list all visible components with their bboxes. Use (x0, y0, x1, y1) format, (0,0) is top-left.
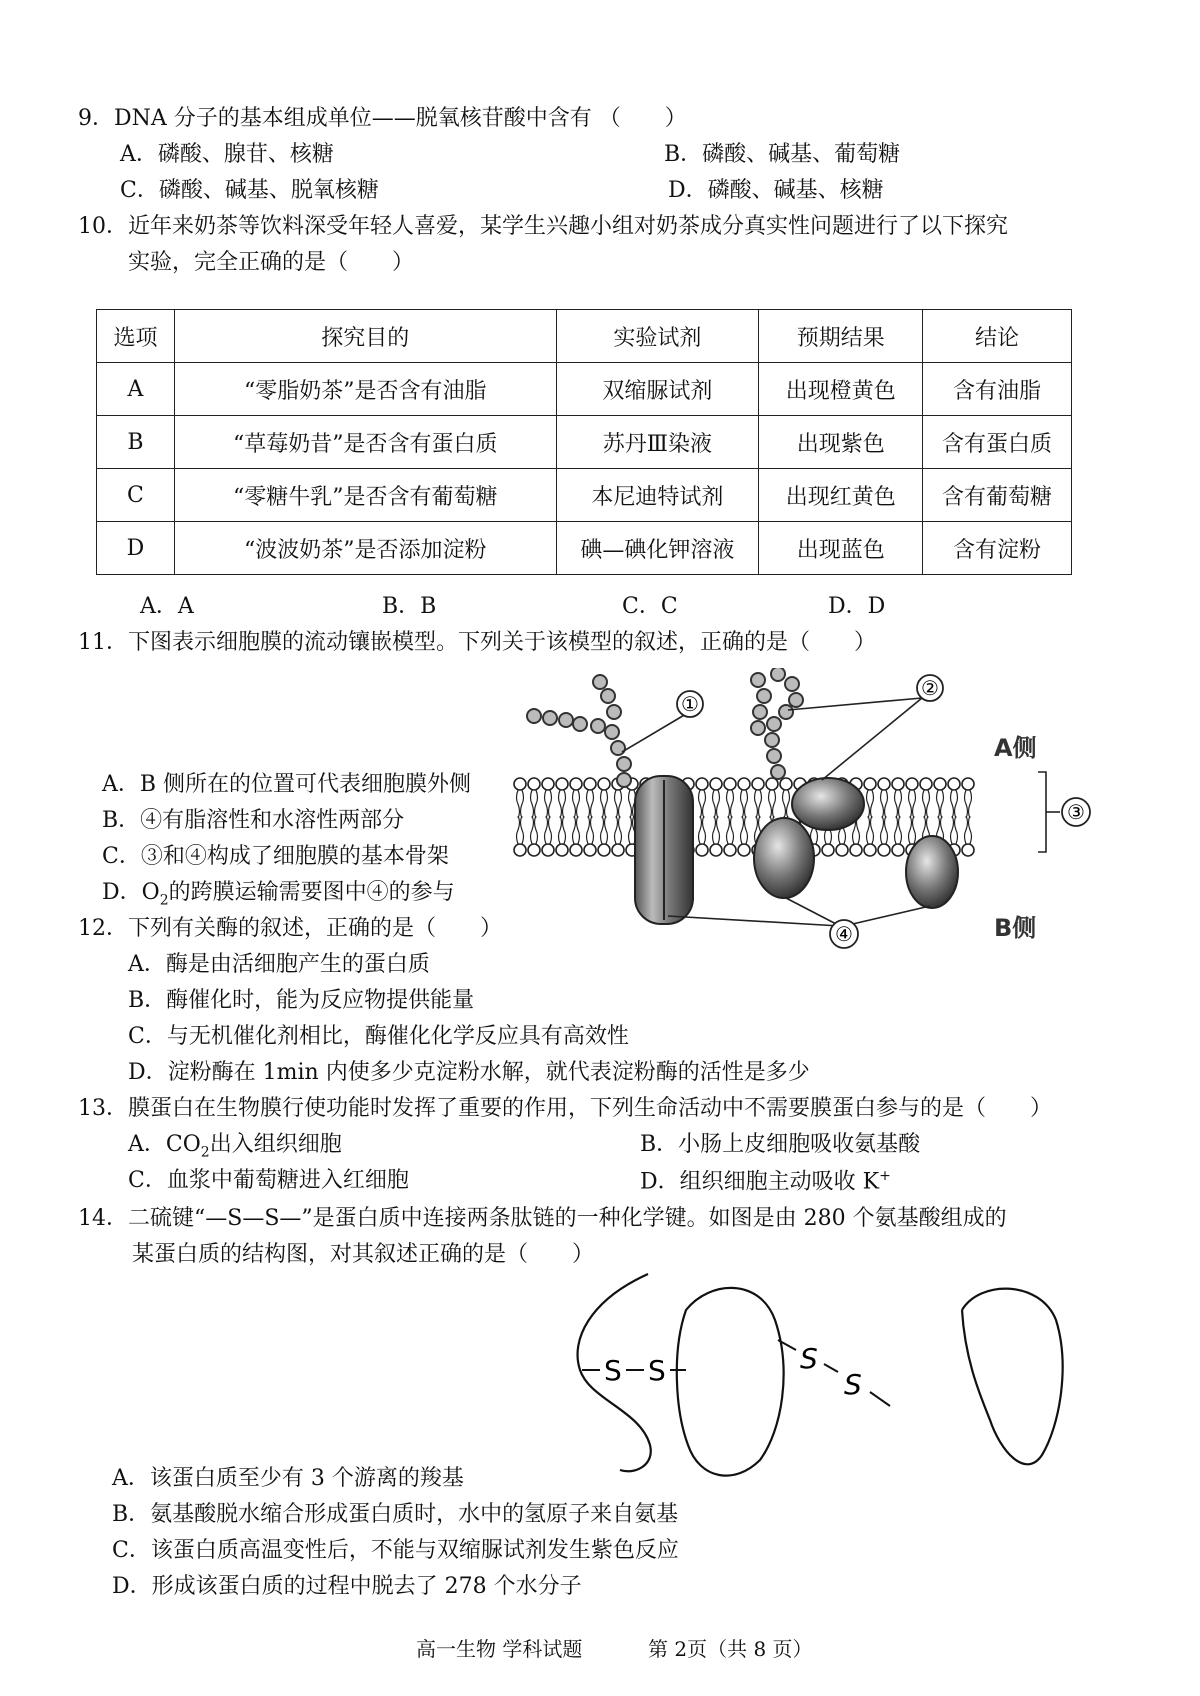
table-row (97, 363, 1072, 416)
sulfur-1: S (604, 1354, 622, 1387)
q10-option-b: B．B (382, 594, 437, 619)
q12-option-a: A．酶是由活细胞产生的蛋白质 (128, 952, 430, 977)
q10-option-d: D．D (828, 594, 886, 619)
q12-option-b: B．酶催化时，能为反应物提供能量 (128, 988, 475, 1013)
glycoprotein-chain (751, 668, 803, 779)
table-row (97, 416, 1072, 469)
footer-subject: 高一生物 学科试题 (416, 1637, 583, 1661)
embedded-protein-right (906, 836, 958, 908)
table-header-cell: 预期结果 (759, 310, 923, 363)
q10-option-a: A．A (140, 594, 194, 619)
phospholipid-bilayer (514, 778, 974, 856)
q10-stem-line2: 实验，完全正确的是（ ） (128, 250, 415, 275)
table-row (97, 469, 1072, 522)
q12-stem: 12．下列有关酶的叙述，正确的是（ ） (78, 916, 502, 941)
q14-stem-line1: 14．二硫键“—S—S—”是蛋白质中连接两条肽链的一种化学键。如图是由 280 个氨基酸组成的 (78, 1206, 1007, 1231)
q12-option-d: D．淀粉酶在 1min 内使多少克淀粉水解，就代表淀粉酶的活性是多少 (128, 1060, 810, 1085)
table-cell: 本尼迪特试剂 (556, 469, 759, 522)
table-cell: 苏丹Ⅲ染液 (556, 416, 759, 469)
table-cell: 出现紫色 (759, 416, 923, 469)
table-cell: 出现橙黄色 (759, 363, 923, 416)
peripheral-protein-top (792, 778, 864, 830)
table-cell: A (97, 363, 175, 416)
table-cell: 含有油脂 (923, 363, 1072, 416)
sulfur-2: S (648, 1354, 666, 1387)
q14-stem-line2: 某蛋白质的结构图，对其叙述正确的是（ ） (132, 1242, 595, 1267)
label-1: ① (681, 692, 699, 716)
table-cell: 含有葡萄糖 (923, 469, 1072, 522)
q13-stem: 13．膜蛋白在生物膜行使功能时发挥了重要的作用，下列生命活动中不需要膜蛋白参与的是（ ） (78, 1096, 1052, 1121)
q9-option-c: C．磷酸、碱基、脱氧核糖 (120, 178, 379, 203)
side-a-label: A侧 (994, 734, 1037, 762)
q13-option-a (128, 1132, 342, 1161)
table-cell: D (97, 522, 175, 575)
table-row (97, 522, 1072, 575)
table-cell: 出现红黄色 (759, 469, 923, 522)
protein-structure-figure (560, 1270, 1100, 1480)
q13-option-d (640, 1168, 891, 1196)
table-header-cell: 实验试剂 (556, 310, 759, 363)
q9-option-a: A．磷酸、腺苷、核糖 (120, 142, 334, 167)
q13-option-d-prefix: D．组织细胞主动吸收 K (640, 1169, 880, 1195)
q11-option-d-prefix: D．O (102, 880, 160, 905)
sulfur-3: S (800, 1342, 818, 1375)
cell-membrane-figure (510, 668, 1110, 960)
q13-option-a-subscript: 2 (200, 1144, 210, 1161)
side-b-label: B侧 (994, 914, 1037, 942)
table-cell: “零糖牛乳”是否含有葡萄糖 (174, 469, 556, 522)
q14-option-d: D．形成该蛋白质的过程中脱去了 278 个水分子 (112, 1574, 582, 1599)
q14-option-b: B．氨基酸脱水缩合形成蛋白质时，水中的氢原子来自氨基 (112, 1502, 679, 1527)
table-cell: B (97, 416, 175, 469)
label-4: ④ (835, 922, 853, 946)
q10-stem-line1: 10．近年来奶茶等饮料深受年轻人喜爱，某学生兴趣小组对奶茶成分真实性问题进行了以下探究 (78, 214, 1008, 239)
q10-table (96, 309, 1072, 575)
q13-option-b: B．小肠上皮细胞吸收氨基酸 (640, 1132, 921, 1157)
q13-option-a-prefix: A．CO (128, 1132, 201, 1157)
q14-option-a: A．该蛋白质至少有 3 个游离的羧基 (112, 1466, 464, 1491)
q13-option-c: C．血浆中葡萄糖进入红细胞 (128, 1168, 409, 1193)
table-cell: “草莓奶昔”是否含有蛋白质 (174, 416, 556, 469)
q9-stem: 9．DNA 分子的基本组成单位——脱氧核苷酸中含有 （ ） (78, 106, 687, 131)
channel-protein (635, 776, 693, 924)
q11-option-a: A．B 侧所在的位置可代表细胞膜外侧 (102, 772, 472, 797)
glycolipid-chain (527, 675, 631, 787)
table-header-row (97, 310, 1072, 363)
embedded-protein-left (754, 818, 814, 898)
table-header-cell: 探究目的 (174, 310, 556, 363)
label-2: ② (921, 676, 939, 700)
table-cell: 双缩脲试剂 (556, 363, 759, 416)
footer-page-number: 第 2页（共 8 页） (648, 1637, 813, 1661)
q14-option-c: C．该蛋白质高温变性后，不能与双缩脲试剂发生紫色反应 (112, 1538, 679, 1563)
table-cell: 碘—碘化钾溶液 (556, 522, 759, 575)
table-cell: “零脂奶茶”是否含有油脂 (174, 363, 556, 416)
q11-option-d (102, 880, 455, 909)
q13-option-d-superscript: + (879, 1168, 891, 1184)
q9-option-d: D．磷酸、碱基、核糖 (668, 178, 884, 203)
table-cell: 出现蓝色 (759, 522, 923, 575)
q11-option-d-text: 的跨膜运输需要图中④的参与 (168, 880, 455, 905)
label-3: ③ (1067, 800, 1085, 824)
table-header-cell: 结论 (923, 310, 1072, 363)
table-cell: C (97, 469, 175, 522)
q11-stem: 11．下图表示细胞膜的流动镶嵌模型。下列关于该模型的叙述，正确的是（ ） (78, 630, 876, 655)
table-cell: 含有蛋白质 (923, 416, 1072, 469)
q10-option-c: C．C (622, 594, 678, 619)
q13-option-a-text: 出入组织细胞 (209, 1132, 342, 1157)
table-header-cell: 选项 (97, 310, 175, 363)
table-cell: “波波奶茶”是否添加淀粉 (174, 522, 556, 575)
sulfur-4: S (844, 1368, 862, 1401)
q9-option-b: B．磷酸、碱基、葡萄糖 (664, 142, 901, 167)
q11-option-b: B．④有脂溶性和水溶性两部分 (102, 808, 405, 833)
q11-option-c: C．③和④构成了细胞膜的基本骨架 (102, 844, 449, 869)
table-cell: 含有淀粉 (923, 522, 1072, 575)
q12-option-c: C．与无机催化剂相比，酶催化化学反应具有高效性 (128, 1024, 629, 1049)
q11-option-d-subscript: 2 (159, 892, 169, 909)
